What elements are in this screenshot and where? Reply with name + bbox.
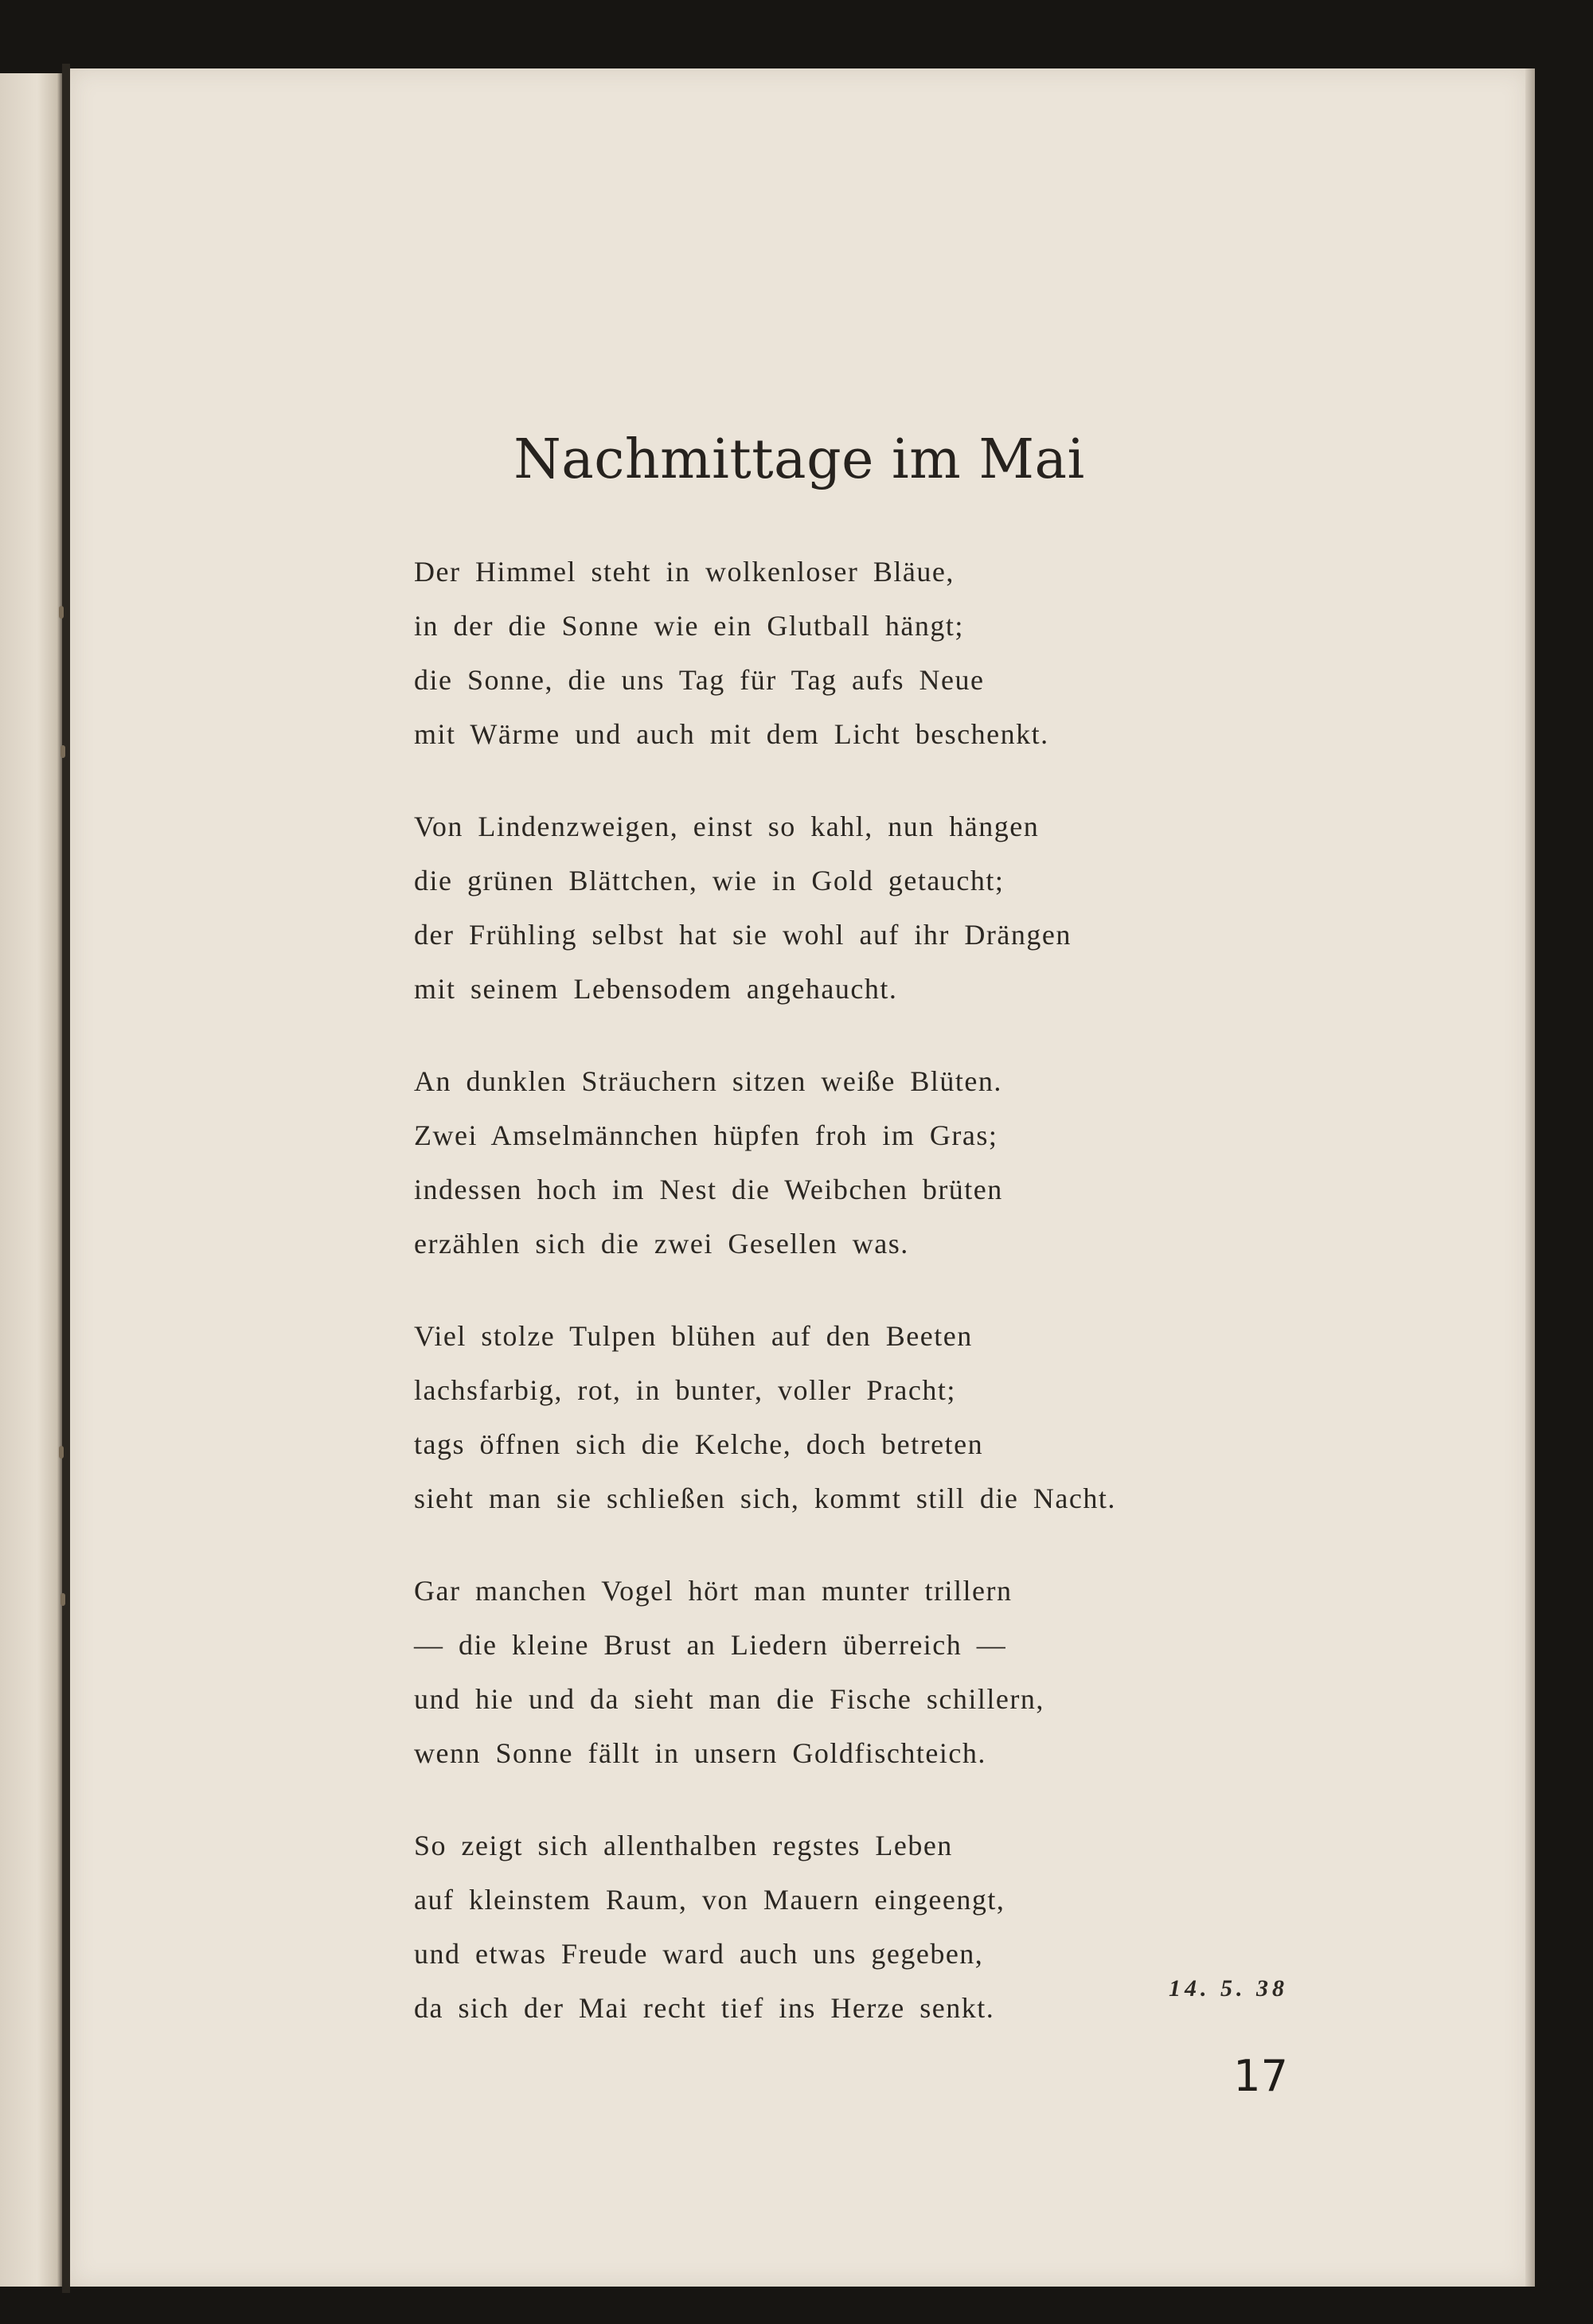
book-page bbox=[70, 68, 1529, 2287]
poem-line: So zeigt sich allenthalben regstes Leben bbox=[414, 1830, 953, 1861]
poem-line: An dunklen Sträuchern sitzen weiße Blüten. bbox=[414, 1065, 1002, 1097]
poem-line: Der Himmel steht in wolkenloser Bläue, bbox=[414, 556, 955, 588]
poem-line: Viel stolze Tulpen blühen auf den Beeten bbox=[414, 1320, 973, 1352]
stanza bbox=[414, 1309, 1329, 1525]
binding-speck bbox=[59, 1446, 64, 1459]
poem-line: Zwei Amselmännchen hüpfen froh im Gras; bbox=[414, 1119, 998, 1151]
poem-line: die grünen Blättchen, wie in Gold getaucht; bbox=[414, 865, 1005, 896]
poem-body bbox=[414, 545, 1329, 2073]
poem-line: in der die Sonne wie ein Glutball hängt; bbox=[414, 610, 964, 642]
poem-line: wenn Sonne fällt in unsern Goldfischteich. bbox=[414, 1737, 986, 1769]
poem-date: 14. 5. 38 bbox=[1169, 1975, 1288, 2002]
binding-speck bbox=[61, 745, 65, 758]
poem-line: der Frühling selbst hat sie wohl auf ihr Drängen bbox=[414, 919, 1072, 951]
poem-title: Nachmittage im Mai bbox=[513, 428, 1085, 491]
poem-line: erzählen sich die zwei Gesellen was. bbox=[414, 1228, 909, 1260]
stanza bbox=[414, 1818, 1329, 2035]
book-gutter bbox=[62, 64, 70, 2293]
binding-speck bbox=[61, 1593, 65, 1606]
stanza bbox=[414, 799, 1329, 1016]
poem-line: Von Lindenzweigen, einst so kahl, nun hängen bbox=[414, 810, 1040, 842]
poem-line: auf kleinstem Raum, von Mauern eingeengt, bbox=[414, 1884, 1005, 1916]
poem-line: mit seinem Lebensodem angehaucht. bbox=[414, 973, 898, 1005]
poem-line: da sich der Mai recht tief ins Herze senkt. bbox=[414, 1992, 995, 2024]
poem-line: sieht man sie schließen sich, kommt still die Nacht. bbox=[414, 1482, 1116, 1514]
page-number: 17 bbox=[1233, 2051, 1288, 2101]
page-edge-shadow bbox=[1525, 68, 1535, 2287]
poem-line: die Sonne, die uns Tag für Tag aufs Neue bbox=[414, 664, 985, 696]
stanza bbox=[414, 1054, 1329, 1271]
stanza bbox=[414, 545, 1329, 761]
poem-line: und etwas Freude ward auch uns gegeben, bbox=[414, 1938, 984, 1970]
poem-line: lachsfarbig, rot, in bunter, voller Pracht; bbox=[414, 1374, 956, 1406]
left-page-edge bbox=[0, 73, 62, 2287]
poem-line: — die kleine Brust an Liedern überreich — bbox=[414, 1629, 1007, 1661]
poem-line: Gar manchen Vogel hört man munter trillern bbox=[414, 1575, 1013, 1607]
poem-line: und hie und da sieht man die Fische schillern, bbox=[414, 1683, 1044, 1715]
poem-line: tags öffnen sich die Kelche, doch betreten bbox=[414, 1428, 984, 1460]
binding-speck bbox=[59, 606, 64, 619]
poem-line: indessen hoch im Nest die Weibchen brüten bbox=[414, 1174, 1003, 1205]
poem-line: mit Wärme und auch mit dem Licht beschenkt. bbox=[414, 718, 1049, 750]
stanza bbox=[414, 1564, 1329, 1780]
